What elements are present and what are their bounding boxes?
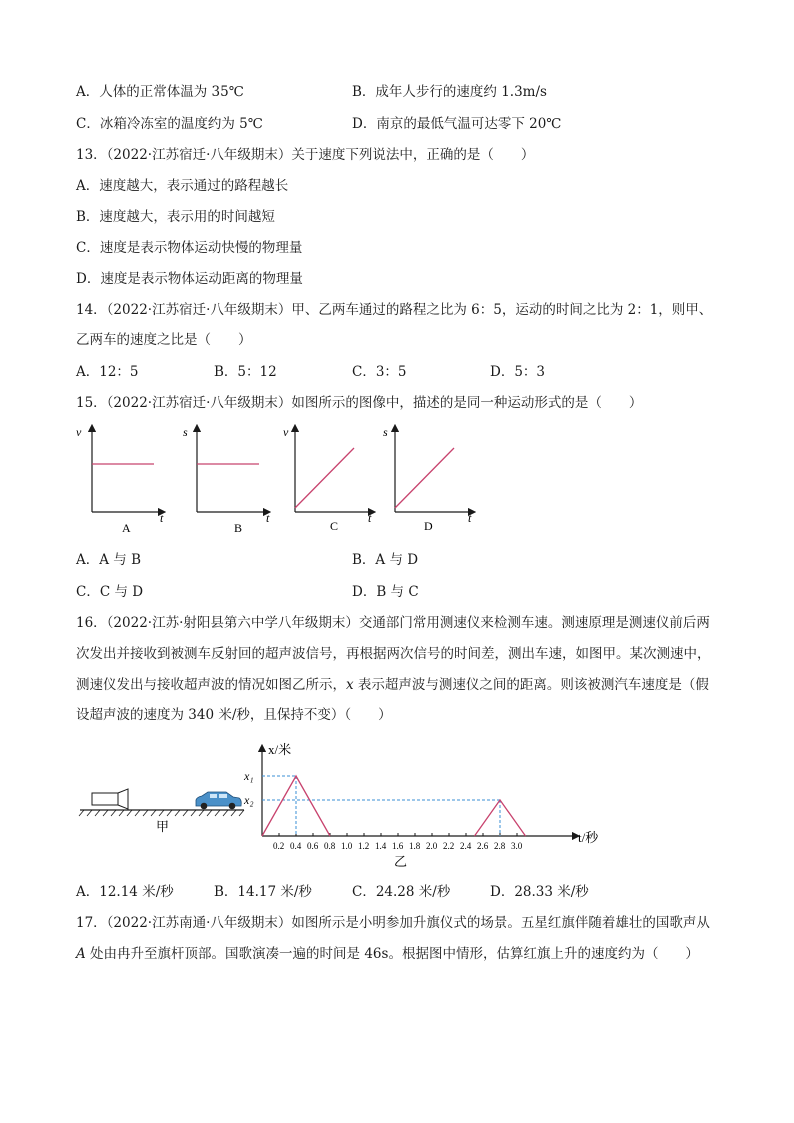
q12-option-c[interactable]: C．冰箱冷冻室的温度约为 5℃ bbox=[76, 116, 263, 132]
chart-x-tick-label: 1.2 bbox=[358, 841, 370, 851]
q15-graph-d bbox=[383, 425, 472, 533]
q14-option-b[interactable]: B．5：12 bbox=[214, 364, 277, 380]
q15-graphs bbox=[70, 420, 490, 545]
q17-stem-var-a: A bbox=[76, 946, 86, 962]
q15-option-b[interactable]: B．A 与 D bbox=[352, 552, 419, 568]
q15-graph-d-yaxis: s bbox=[383, 425, 388, 439]
q16-stem-var-x: x bbox=[346, 677, 354, 693]
chart-x-tick-label: 0.2 bbox=[273, 841, 285, 851]
chart-series bbox=[262, 776, 526, 836]
chart-x-tick-label: 2.2 bbox=[443, 841, 455, 851]
chart-x-tick-label: 1.0 bbox=[341, 841, 353, 851]
q14-stem-line2: 乙两车的速度之比是（ ） bbox=[76, 332, 252, 348]
q15-graph-c-yaxis: v bbox=[283, 425, 289, 439]
q15-graph-c-xaxis: t bbox=[368, 511, 372, 525]
speed-gun-icon bbox=[92, 789, 128, 809]
q16-stem-line3 bbox=[76, 675, 709, 695]
chart-x-tick-label: 3.0 bbox=[511, 841, 523, 851]
chart-x-tick-label: 0.6 bbox=[307, 841, 319, 851]
q15-graph-c-line bbox=[295, 448, 354, 508]
chart-x-tick-label: 2.0 bbox=[426, 841, 438, 851]
q14-option-a[interactable]: A．12：5 bbox=[76, 364, 139, 380]
q15-graph-a-caption: A bbox=[122, 521, 131, 535]
q16-stem-line4: 设超声波的速度为 340 米/秒，且保持不变）（ ） bbox=[76, 707, 392, 723]
chart-x-tick-label: 2.6 bbox=[477, 841, 489, 851]
q16-option-a[interactable]: A．12.14 米/秒 bbox=[76, 884, 174, 900]
chart-x-tick-label: 1.8 bbox=[409, 841, 421, 851]
q15-stem: 15．（2022·江苏宿迁·八年级期末）如图所示的图像中，描述的是同一种运动形式的是（ ） bbox=[76, 395, 643, 411]
chart-y-mark-x2: x₂ bbox=[244, 793, 254, 807]
q15-graph-a bbox=[76, 425, 164, 535]
q17-stem-line2 bbox=[76, 944, 699, 964]
chart-x-tick-label: 1.4 bbox=[375, 841, 387, 851]
q12-option-b[interactable]: B．成年人步行的速度约 1.3m/s bbox=[352, 84, 547, 100]
q14-option-c[interactable]: C．3：5 bbox=[352, 364, 407, 380]
q17-stem-line2-post: 处由冉升至旗杆顶部。国歌演凑一遍的时间是 46s。根据图中情形，估算红旗上升的速度约为（ ） bbox=[85, 946, 699, 962]
q15-graph-c bbox=[283, 425, 372, 533]
q15-graph-d-xaxis: t bbox=[468, 511, 472, 525]
q15-graph-a-yaxis: v bbox=[76, 425, 82, 439]
q15-option-d[interactable]: D．B 与 C bbox=[352, 584, 419, 600]
q16-figure-jia-caption: 甲 bbox=[156, 819, 170, 834]
q15-graph-a-xaxis: t bbox=[160, 511, 164, 525]
q17-stem-line1: 17．（2022·江苏南通·八年级期末）如图所示是小明参加升旗仪式的场景。五星红旗伴随着雄壮的国歌声从 bbox=[76, 915, 710, 931]
chart-y-axis-label: x/米 bbox=[268, 742, 292, 757]
chart-x-axis-label: t/秒 bbox=[578, 830, 599, 845]
q16-stem-line2: 次发出并接收到被测车反射回的超声波信号，再根据两次信号的时间差，测出车速，如图甲。某次测速中， bbox=[76, 646, 711, 662]
q13-option-c[interactable]: C．速度是表示物体运动快慢的物理量 bbox=[76, 240, 303, 256]
q14-stem-line1: 14．（2022·江苏宿迁·八年级期末）甲、乙两车通过的路程之比为 6：5，运动的时间之比为 2：1，则甲、 bbox=[76, 302, 713, 318]
q16-chart bbox=[236, 738, 616, 870]
chart-x-tick-label: 1.6 bbox=[392, 841, 404, 851]
q16-option-c[interactable]: C．24.28 米/秒 bbox=[352, 884, 451, 900]
q12-option-a[interactable]: A．人体的正常体温为 35℃ bbox=[76, 84, 244, 100]
q15-graph-b-caption: B bbox=[234, 521, 243, 535]
q16-stem-line1: 16．（2022·江苏·射阳县第六中学八年级期末）交通部门常用测速仪来检测车速。测速原理是测速仪前后两 bbox=[76, 615, 710, 631]
q13-option-d[interactable]: D．速度是表示物体运动距离的物理量 bbox=[76, 271, 303, 287]
ground-hatch bbox=[79, 810, 244, 816]
q15-graph-b bbox=[183, 425, 270, 535]
q16-stem-line3-post: 表示超声波与测速仪之间的距离。则该被测汽车速度是（假 bbox=[353, 677, 709, 693]
q14-option-d[interactable]: D．5：3 bbox=[490, 364, 546, 380]
chart-guides bbox=[262, 776, 500, 836]
q16-stem-line3-pre: 测速仪发出与接收超声波的情况如图乙所示， bbox=[76, 677, 346, 693]
chart-x-tick-label: 2.8 bbox=[494, 841, 506, 851]
q13-option-a[interactable]: A．速度越大，表示通过的路程越长 bbox=[76, 178, 289, 194]
chart-x-tick-label: 0.8 bbox=[324, 841, 336, 851]
q15-graph-b-yaxis: s bbox=[183, 425, 188, 439]
q15-option-c[interactable]: C．C 与 D bbox=[76, 584, 144, 600]
car-icon bbox=[196, 792, 241, 809]
q12-option-d[interactable]: D．南京的最低气温可达零下 20℃ bbox=[352, 116, 562, 132]
q16-option-d[interactable]: D．28.33 米/秒 bbox=[490, 884, 589, 900]
q15-graph-d-caption: D bbox=[424, 519, 433, 533]
q15-option-a[interactable]: A．A 与 B bbox=[76, 552, 142, 568]
q15-graph-b-xaxis: t bbox=[266, 511, 270, 525]
chart-x-tick-label: 0.4 bbox=[290, 841, 302, 851]
q16-figure-jia bbox=[76, 775, 251, 835]
chart-y-mark-x1: x₁ bbox=[244, 769, 254, 783]
q13-option-b[interactable]: B．速度越大，表示用的时间越短 bbox=[76, 209, 275, 225]
q16-option-b[interactable]: B．14.17 米/秒 bbox=[214, 884, 312, 900]
q13-stem: 13．（2022·江苏宿迁·八年级期末）关于速度下列说法中，正确的是（ ） bbox=[76, 147, 535, 163]
q15-graph-c-caption: C bbox=[330, 519, 339, 533]
chart-x-tick-label: 2.4 bbox=[460, 841, 472, 851]
q15-graph-d-line bbox=[395, 448, 454, 508]
q16-figure-yi-caption: 乙 bbox=[394, 854, 408, 869]
